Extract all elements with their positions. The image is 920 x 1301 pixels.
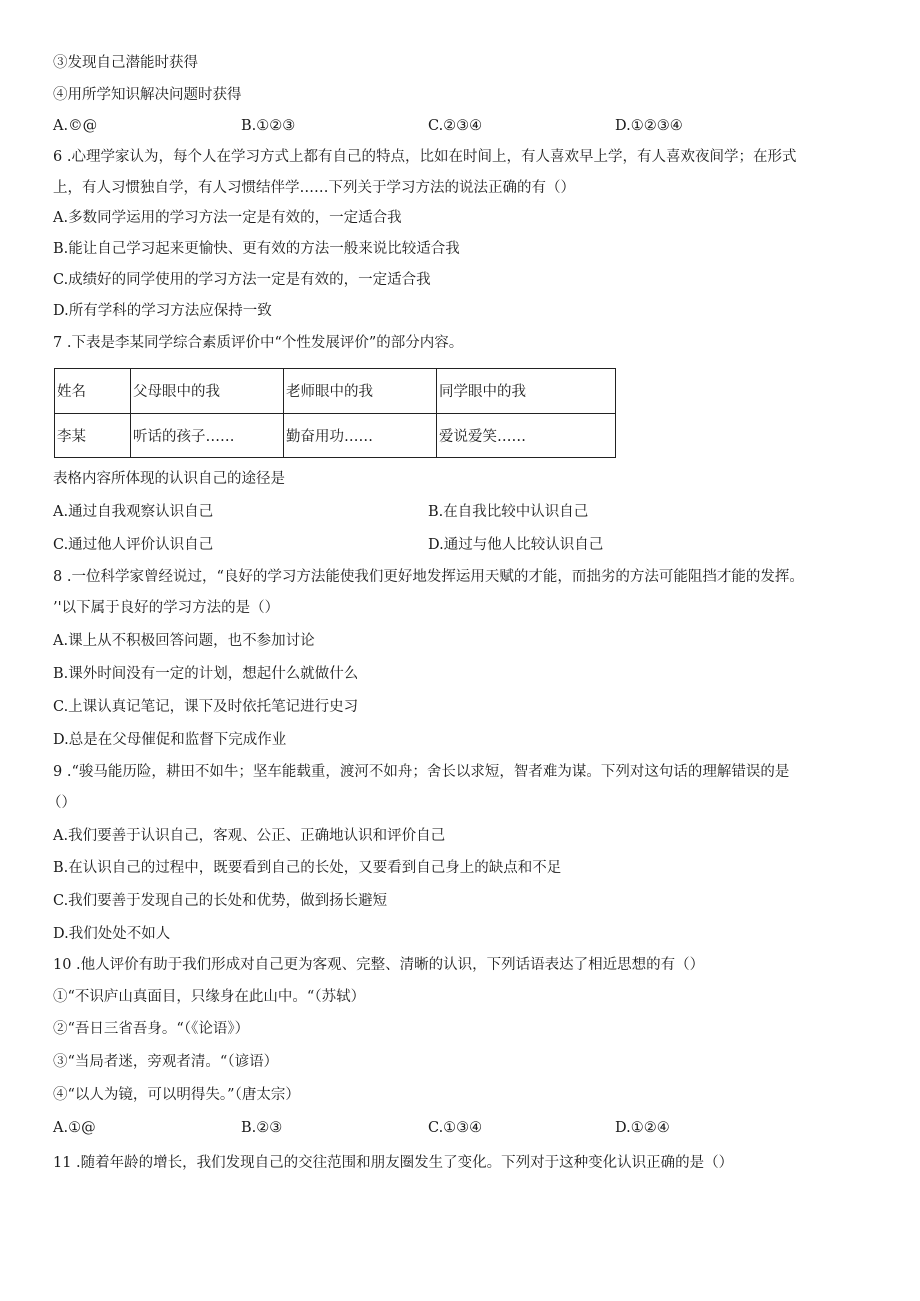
q5-option-c[interactable]: C.②③④ — [428, 118, 483, 134]
table-header-cell: 父母眼中的我 — [131, 369, 284, 414]
q10-statement-3: ③“当局者迷，旁观者清。“（谚语） — [53, 1054, 279, 1070]
q6-stem-line2: 上，有人习惯独自学，有人习惯结伴学……下列关于学习方法的说法正确的有（） — [53, 180, 575, 196]
evaluation-table — [54, 368, 616, 458]
table-cell: 听话的孩子…… — [131, 413, 284, 458]
table-row — [55, 413, 616, 458]
q7-option-a[interactable]: A.通过自我观察认识自己 — [53, 504, 214, 520]
q5-statement-4: ④用所学知识解决问题时获得 — [53, 87, 242, 103]
q8-option-d[interactable]: D.总是在父母催促和监督下完成作业 — [53, 732, 287, 748]
q5-option-b[interactable]: B.①②③ — [241, 118, 296, 134]
q5-statement-3: ③发现自己潜能时获得 — [53, 55, 198, 71]
q6-option-a[interactable]: A.多数同学运用的学习方法一定是有效的，一定适合我 — [53, 210, 402, 226]
q5-option-d[interactable]: D.①②③④ — [615, 118, 683, 134]
table-header-cell: 同学眼中的我 — [437, 369, 616, 414]
q7-option-c[interactable]: C.通过他人评价认识自己 — [53, 537, 214, 553]
q9-stem-line2: （） — [47, 795, 76, 811]
q11-stem: 11 .随着年龄的增长，我们发现自己的交往范围和朋友圈发生了变化。下列对于这种变化认识正确的是（） — [53, 1155, 734, 1171]
q10-option-a[interactable]: A.①@ — [53, 1120, 96, 1136]
q9-option-c[interactable]: C.我们要善于发现自己的长处和优势，做到扬长避短 — [53, 893, 388, 909]
q6-option-d[interactable]: D.所有学科的学习方法应保持一致 — [53, 303, 272, 319]
q10-option-d[interactable]: D.①②④ — [615, 1120, 670, 1136]
table-header-row — [55, 369, 616, 414]
q9-stem-line1: 9 .“骏马能历险，耕田不如牛；坚车能载重，渡河不如舟；舍长以求短，智者难为谋。下列对这句话的理解错误的是 — [53, 764, 790, 780]
q6-stem-line1: 6 .心理学家认为，每个人在学习方式上都有自己的特点，比如在时间上，有人喜欢早上学，有人喜欢夜间学；在形式 — [53, 149, 797, 165]
q7-stem: 7 .下表是李某同学综合素质评价中“个性发展评价”的部分内容。 — [53, 335, 464, 351]
q10-stem: 10 .他人评价有助于我们形成对自己更为客观、完整、清晰的认识，下列话语表达了相近思想的有（） — [53, 957, 705, 973]
q9-option-d[interactable]: D.我们处处不如人 — [53, 926, 171, 942]
q6-option-c[interactable]: C.成绩好的同学使用的学习方法一定是有效的，一定适合我 — [53, 272, 431, 288]
table-cell: 李某 — [55, 413, 131, 458]
q8-option-c[interactable]: C.上课认真记笔记，课下及时依托笔记进行史习 — [53, 699, 359, 715]
table-cell: 勤奋用功…… — [284, 413, 437, 458]
q6-option-b[interactable]: B.能让自己学习起来更愉快、更有效的方法一般来说比较适合我 — [53, 241, 460, 257]
q8-option-a[interactable]: A.课上从不积极回答问题，也不参加讨论 — [53, 633, 315, 649]
q8-option-b[interactable]: B.课外时间没有一定的计划，想起什么就做什么 — [53, 666, 359, 682]
q10-option-b[interactable]: B.②③ — [241, 1120, 283, 1136]
q7-question: 表格内容所体现的认识自己的途径是 — [53, 471, 285, 487]
q10-statement-2: ②“吾日三省吾身。“（《论语》） — [53, 1021, 250, 1037]
table-header-cell: 老师眼中的我 — [284, 369, 437, 414]
q10-statement-4: ④“以人为镜，可以明得失。”（唐太宗） — [53, 1087, 300, 1103]
q8-stem-line2: ’'以下属于良好的学习方法的是（） — [53, 600, 280, 616]
q7-option-b[interactable]: B.在自我比较中认识自己 — [428, 504, 589, 520]
q10-statement-1: ①“不识庐山真面目，只缘身在此山中。“（苏轼） — [53, 989, 366, 1005]
table-header-cell: 姓名 — [55, 369, 131, 414]
q9-option-a[interactable]: A.我们要善于认识自己，客观、公正、正确地认识和评价自己 — [53, 828, 446, 844]
q7-option-d[interactable]: D.通过与他人比较认识自己 — [428, 537, 604, 553]
q10-option-c[interactable]: C.①③④ — [428, 1120, 483, 1136]
q8-stem-line1: 8 .一位科学家曾经说过，“良好的学习方法能使我们更好地发挥运用天赋的才能，而拙劣的方法可能阻挡才能的发挥。 — [53, 569, 804, 585]
q9-option-b[interactable]: B.在认识自己的过程中，既要看到自己的长处，又要看到自己身上的缺点和不足 — [53, 860, 562, 876]
q5-option-a[interactable]: A.©@ — [53, 118, 98, 134]
table-cell: 爱说爱笑…… — [437, 413, 616, 458]
